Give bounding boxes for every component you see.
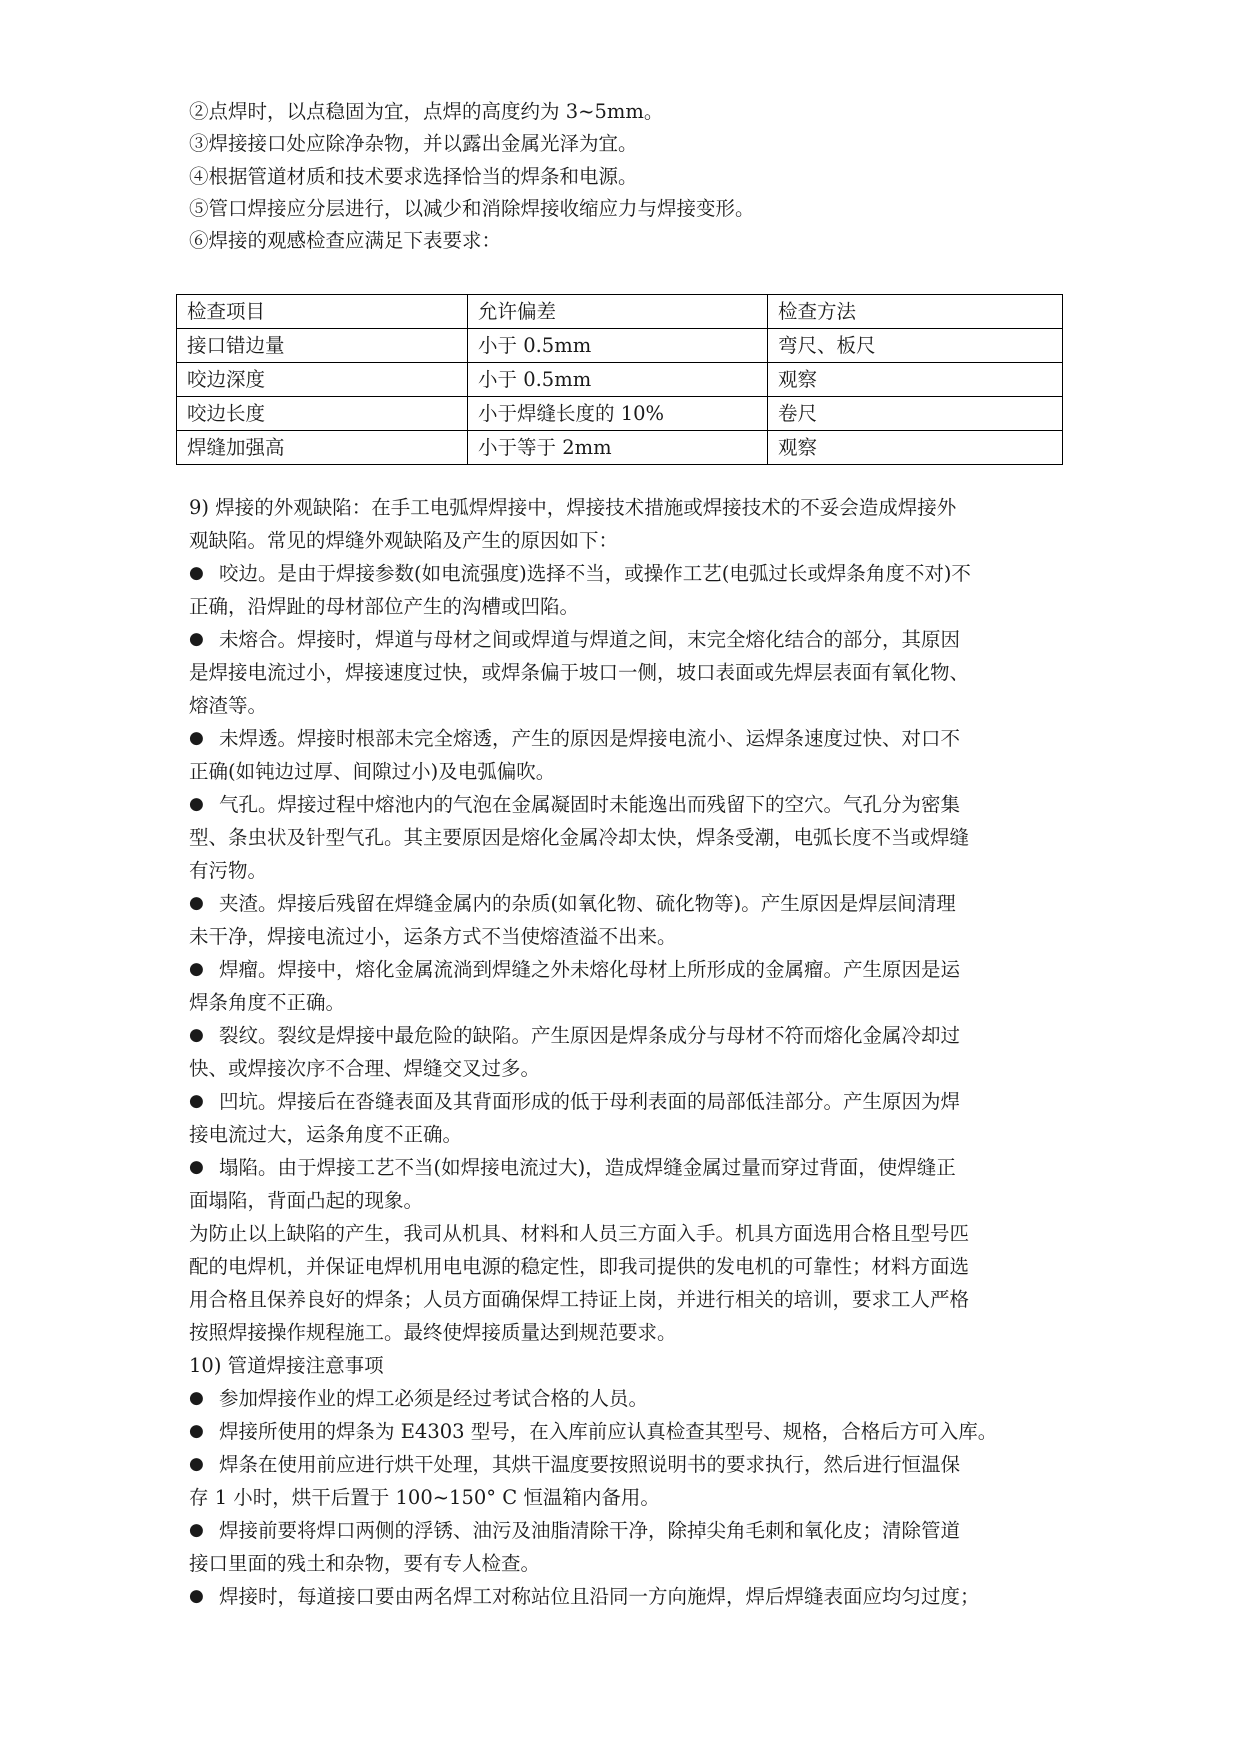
list-item [189, 1415, 1069, 1448]
inspection-table [176, 294, 1063, 465]
bullet-icon: ● [189, 959, 204, 979]
table-cell: 弯尺、板尺 [768, 329, 1063, 363]
table-row [177, 329, 1063, 363]
table-cell: 小于焊缝长度的 10% [468, 397, 768, 431]
table-row [177, 363, 1063, 397]
list-item [189, 1382, 1069, 1415]
intro-line: ⑥焊接的观感检查应满足下表要求： [189, 229, 502, 253]
paragraph-line: 接口里面的残土和杂物，要有专人检查。 [189, 1552, 541, 1575]
paragraph-line: 接电流过大，运条角度不正确。 [189, 1123, 463, 1146]
list-item-text: 未熔合。焊接时，焊道与母材之间或焊道与焊道之间，末完全熔化结合的部分，其原因 [219, 628, 961, 651]
list-item [189, 557, 1069, 590]
paragraph-line: 存 1 小时，烘干后置于 100~150° C 恒温箱内备用。 [189, 1486, 660, 1509]
bullet-icon: ● [189, 893, 204, 913]
table-cell: 观察 [768, 363, 1063, 397]
table-cell: 卷尺 [768, 397, 1063, 431]
bullet-icon: ● [189, 563, 204, 583]
intro-line: ②点焊时，以点稳固为宜，点焊的高度约为 3~5mm。 [189, 100, 664, 123]
list-item-text: 焊接时，每道接口要由两名焊工对称站位且沿同一方向施焊，焊后焊缝表面应均匀过度； [219, 1585, 980, 1608]
intro-list [189, 96, 1069, 257]
paragraph-line: 按照焊接操作规程施工。最终使焊接质量达到规范要求。 [189, 1321, 677, 1344]
paragraph-line: 型、条虫状及针型气孔。其主要原因是熔化金属冷却太快，焊条受潮，电弧长度不当或焊缝 [189, 826, 970, 849]
bullet-icon: ● [189, 728, 204, 748]
paragraph-line: 熔渣等。 [189, 694, 268, 717]
bullet-icon: ● [189, 1091, 204, 1111]
list-item-text: 凹坑。焊接后在沓缝表面及其背面形成的低于母利表面的局部低洼部分。产生原因为焊 [219, 1090, 961, 1113]
list-item-text: 裂纹。裂纹是焊接中最危险的缺陷。产生原因是焊条成分与母材不符而熔化金属冷却过 [219, 1024, 961, 1047]
paragraph-line: 焊条角度不正确。 [189, 991, 346, 1014]
body-text [189, 491, 1069, 1613]
table-cell: 咬边长度 [177, 397, 468, 431]
paragraph-line: 为防止以上缺陷的产生，我司从机具、材料和人员三方面入手。机具方面选用合格且型号匹 [189, 1222, 970, 1245]
list-item-text: 焊接前要将焊口两侧的浮锈、油污及油脂清除干净，除掉尖角毛刺和氧化皮；清除管道 [219, 1519, 961, 1542]
list-item [189, 953, 1069, 986]
paragraph-line: 配的电焊机，并保证电焊机用电电源的稳定性，即我司提供的发电机的可靠性；材料方面选 [189, 1255, 970, 1278]
table-cell: 焊缝加强高 [177, 431, 468, 465]
table-header-cell: 检查项目 [177, 295, 468, 329]
bullet-icon: ● [189, 1520, 204, 1540]
list-item [189, 1580, 1069, 1613]
bullet-icon: ● [189, 1157, 204, 1177]
table-header-cell: 允许偏差 [468, 295, 768, 329]
paragraph-line: 未干净，焊接电流过小，运条方式不当使熔渣溢不出来。 [189, 925, 677, 948]
list-item [189, 722, 1069, 755]
paragraph-line: 有污物。 [189, 859, 268, 882]
list-item-text: 气孔。焊接过程中熔池内的气泡在金属凝固时未能逸出而残留下的空穴。气孔分为密集 [219, 793, 961, 816]
bullet-icon: ● [189, 1388, 204, 1408]
intro-line: ③焊接接口处应除净杂物，并以露出金属光泽为宜。 [189, 132, 638, 156]
list-item [189, 887, 1069, 920]
table-cell: 小于 0.5mm [468, 329, 768, 363]
intro-line: ⑤管口焊接应分层进行，以减少和消除焊接收缩应力与焊接变形。 [189, 196, 755, 220]
table-cell: 小于 0.5mm [468, 363, 768, 397]
table-cell: 接口错边量 [177, 329, 468, 363]
list-item [189, 1019, 1069, 1052]
table-header-cell: 检查方法 [768, 295, 1063, 329]
paragraph-line: 正确(如钝边过厚、间隙过小)及电弧偏吹。 [189, 760, 556, 783]
list-item-text: 参加焊接作业的焊工必须是经过考试合格的人员。 [219, 1387, 649, 1410]
list-item-text: 咬边。是由于焊接参数(如电流强度)选择不当，或操作工艺(电弧过长或焊条角度不对)不 [219, 562, 971, 585]
section-heading: 9) 焊接的外观缺陷：在手工电弧焊焊接中，焊接技术措施或焊接技术的不妥会造成焊接外 [189, 496, 957, 519]
list-item-text: 夹渣。焊接后残留在焊缝金属内的杂质(如氧化物、硫化物等)。产生原因是焊层间清理 [219, 892, 956, 915]
list-item-text: 未焊透。焊接时根部未完全熔透，产生的原因是焊接电流小、运焊条速度过快、对口不 [219, 727, 961, 750]
table-cell: 小于等于 2mm [468, 431, 768, 465]
paragraph-line: 面塌陷，背面凸起的现象。 [189, 1189, 424, 1212]
intro-line: ④根据管道材质和技术要求选择恰当的焊条和电源。 [189, 164, 638, 188]
bullet-icon: ● [189, 1586, 204, 1606]
table-cell: 观察 [768, 431, 1063, 465]
paragraph-line: 正确，沿焊趾的母材部位产生的沟槽或凹陷。 [189, 595, 580, 618]
bullet-icon: ● [189, 794, 204, 814]
table-header-row [177, 295, 1063, 329]
paragraph-line: 快、或焊接次序不合理、焊缝交叉过多。 [189, 1057, 541, 1080]
paragraph-line: 观缺陷。常见的焊缝外观缺陷及产生的原因如下： [189, 529, 619, 552]
bullet-icon: ● [189, 1454, 204, 1474]
table-row [177, 397, 1063, 431]
section-heading: 10) 管道焊接注意事项 [189, 1354, 384, 1377]
list-item-text: 焊条在使用前应进行烘干处理，其烘干温度要按照说明书的要求执行，然后进行恒温保 [219, 1453, 961, 1476]
list-item-text: 焊瘤。焊接中，熔化金属流淌到焊缝之外未熔化母材上所形成的金属瘤。产生原因是运 [219, 958, 961, 981]
list-item-text: 焊接所使用的焊条为 E4303 型号，在入库前应认真检查其型号、规格，合格后方可入库。 [219, 1420, 998, 1443]
table-row [177, 431, 1063, 465]
paragraph-line: 是焊接电流过小，焊接速度过快，或焊条偏于坡口一侧，坡口表面或先焊层表面有氧化物、 [189, 661, 970, 684]
bullet-icon: ● [189, 1025, 204, 1045]
bullet-icon: ● [189, 629, 204, 649]
list-item-text: 塌陷。由于焊接工艺不当(如焊接电流过大)，造成焊缝金属过量而穿过背面，使焊缝正 [219, 1156, 956, 1179]
paragraph-line: 用合格且保养良好的焊条；人员方面确保焊工持证上岗，并进行相关的培训，要求工人严格 [189, 1288, 970, 1311]
list-item [189, 1151, 1069, 1184]
list-item [189, 1514, 1069, 1547]
list-item [189, 1448, 1069, 1481]
table-cell: 咬边深度 [177, 363, 468, 397]
list-item [189, 1085, 1069, 1118]
list-item [189, 623, 1069, 656]
list-item [189, 788, 1069, 821]
bullet-icon: ● [189, 1421, 204, 1441]
